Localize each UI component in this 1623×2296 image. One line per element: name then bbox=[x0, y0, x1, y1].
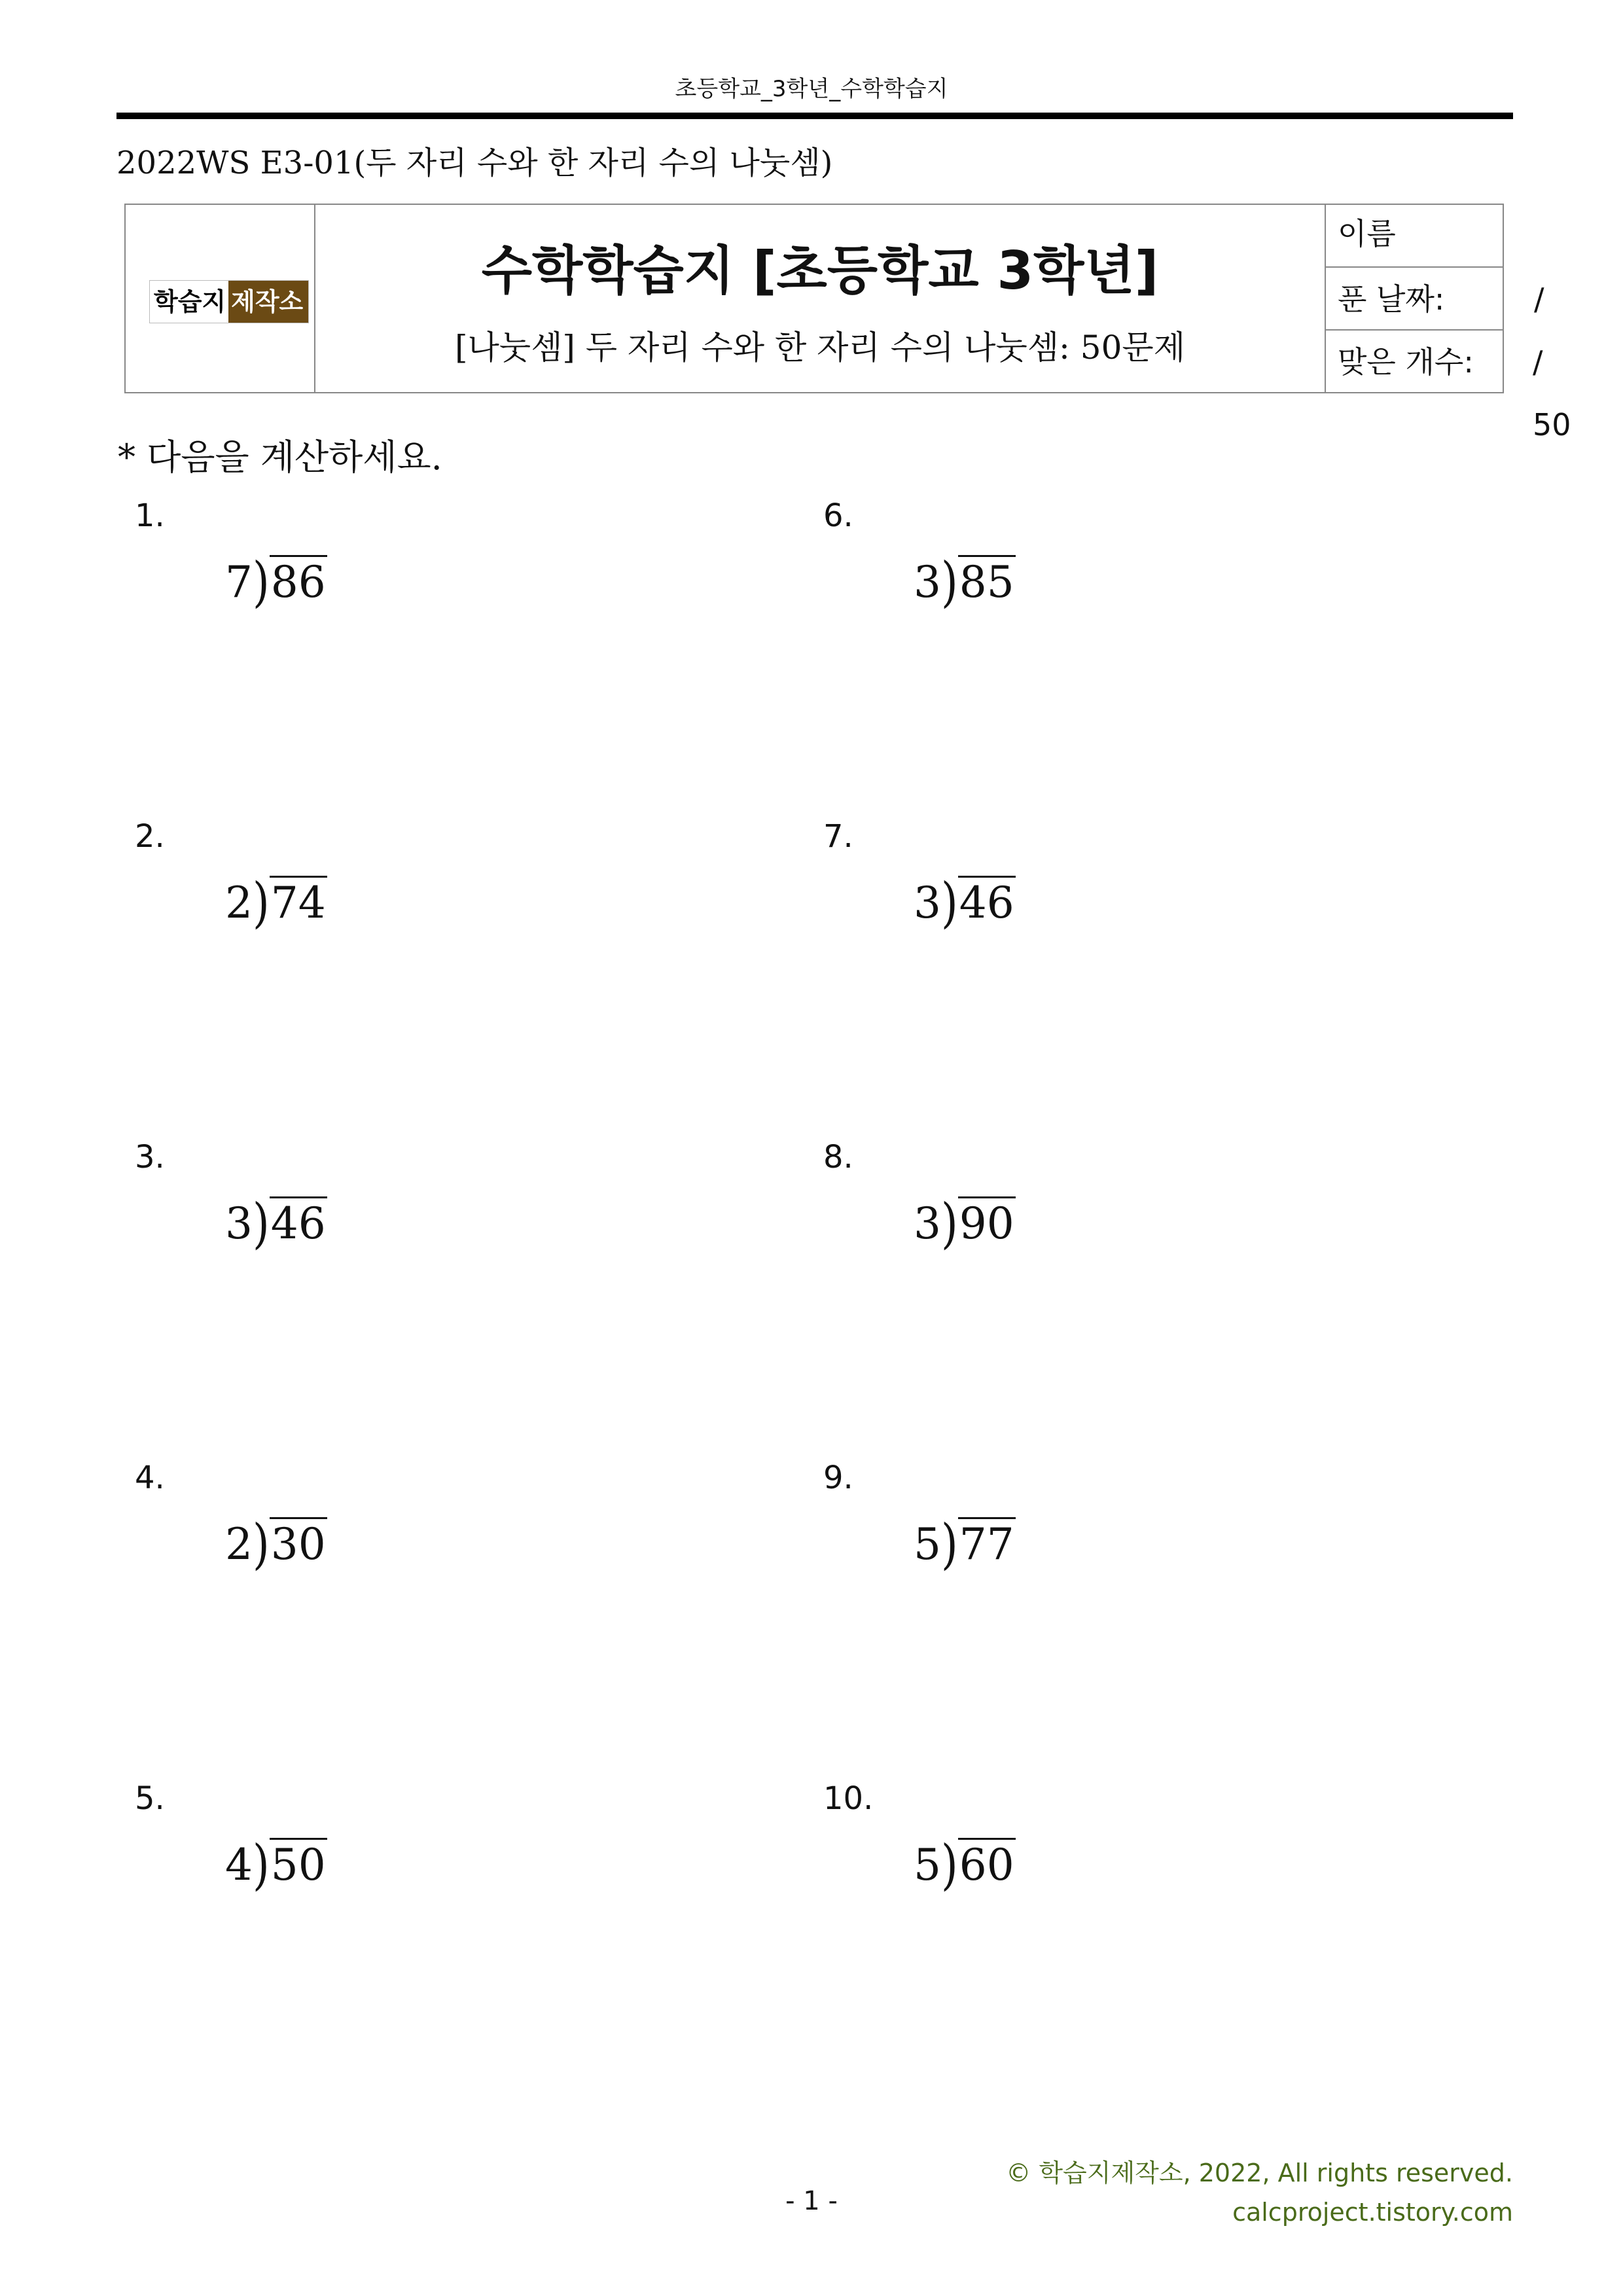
problem-number: 7. bbox=[823, 818, 853, 855]
document-code: 2022WS E3-01(두 자리 수와 한 자리 수의 나눗셈) bbox=[116, 145, 833, 181]
logo bbox=[149, 280, 309, 323]
problem-9 bbox=[806, 1460, 1395, 1656]
division-expression: 2)30 bbox=[225, 1513, 326, 1576]
problem-number: 1. bbox=[135, 497, 165, 534]
divisor: 3 bbox=[225, 1198, 253, 1249]
problem-number: 10. bbox=[823, 1780, 874, 1817]
problem-5 bbox=[118, 1780, 707, 1977]
date-label: 푼 날짜: bbox=[1338, 281, 1445, 317]
dividend: 77 bbox=[958, 1517, 1016, 1570]
worksheet-subtitle: [나눗셈] 두 자리 수와 한 자리 수의 나눗셈: 50문제 bbox=[454, 329, 1186, 367]
problem-number: 9. bbox=[823, 1460, 853, 1496]
title-box bbox=[124, 204, 1571, 442]
dividend: 30 bbox=[270, 1517, 327, 1570]
problem-number: 3. bbox=[135, 1139, 165, 1175]
dividend: 74 bbox=[270, 876, 327, 929]
problem-1 bbox=[118, 497, 707, 694]
problem-7 bbox=[806, 818, 1395, 1014]
divisor: 7 bbox=[225, 557, 253, 607]
dividend: 50 bbox=[270, 1838, 327, 1891]
division-expression: 2)74 bbox=[225, 871, 326, 935]
info-cell bbox=[1325, 205, 1571, 442]
dividend: 90 bbox=[958, 1196, 1016, 1249]
problem-4 bbox=[118, 1460, 707, 1656]
logo-text-part2: 제작소 bbox=[228, 281, 308, 323]
divisor: 3 bbox=[914, 878, 941, 928]
dividend: 85 bbox=[958, 555, 1016, 608]
dividend: 86 bbox=[270, 555, 327, 608]
divisor: 2 bbox=[225, 1519, 253, 1570]
problem-3 bbox=[118, 1139, 707, 1335]
division-expression: 5)60 bbox=[914, 1833, 1014, 1897]
date-field[interactable] bbox=[1326, 268, 1544, 331]
divisor: 4 bbox=[225, 1840, 253, 1890]
problem-8 bbox=[806, 1139, 1395, 1335]
header-rule bbox=[116, 113, 1513, 119]
problem-number: 4. bbox=[135, 1460, 165, 1496]
division-expression: 3)85 bbox=[914, 550, 1014, 614]
page-number: - 1 - bbox=[785, 2186, 838, 2216]
name-field[interactable] bbox=[1326, 205, 1504, 268]
instruction: * 다음을 계산하세요. bbox=[118, 437, 442, 478]
division-expression: 7)86 bbox=[225, 550, 326, 614]
division-expression: 3)90 bbox=[914, 1192, 1014, 1255]
date-separator: / bbox=[1534, 281, 1544, 317]
dividend: 46 bbox=[270, 1196, 327, 1249]
problem-number: 6. bbox=[823, 497, 853, 534]
divisor: 3 bbox=[914, 1198, 941, 1249]
division-expression: 5)77 bbox=[914, 1513, 1014, 1576]
division-expression: 4)50 bbox=[225, 1833, 326, 1897]
divisor: 5 bbox=[914, 1840, 941, 1890]
dividend: 46 bbox=[958, 876, 1016, 929]
worksheet-title: 수학학습지 [초등학교 3학년] bbox=[481, 240, 1159, 301]
score-label: 맞은 개수: bbox=[1338, 344, 1474, 380]
problem-2 bbox=[118, 818, 707, 1014]
problem-10 bbox=[806, 1780, 1395, 1977]
problem-number: 8. bbox=[823, 1139, 853, 1175]
score-total: / 50 bbox=[1533, 344, 1571, 442]
divisor: 2 bbox=[225, 878, 253, 928]
score-field[interactable] bbox=[1326, 331, 1571, 442]
problem-number: 2. bbox=[135, 818, 165, 855]
copyright-text: © 학습지제작소, 2022, All rights reserved. bbox=[1006, 2159, 1513, 2187]
running-header: 초등학교_3학년_수학학습지 bbox=[675, 76, 948, 102]
name-label: 이름 bbox=[1338, 216, 1396, 251]
problem-number: 5. bbox=[135, 1780, 165, 1817]
logo-cell bbox=[126, 205, 315, 392]
title-cell bbox=[315, 205, 1325, 392]
footer-copyright bbox=[1006, 2153, 1513, 2232]
division-expression: 3)46 bbox=[914, 871, 1014, 935]
divisor: 5 bbox=[914, 1519, 941, 1570]
division-expression: 3)46 bbox=[225, 1192, 326, 1255]
divisor: 3 bbox=[914, 557, 941, 607]
dividend: 60 bbox=[958, 1838, 1016, 1891]
logo-text-part1: 학습지 bbox=[150, 281, 228, 323]
site-url[interactable]: calcproject.tistory.com bbox=[1232, 2198, 1513, 2227]
problem-6 bbox=[806, 497, 1395, 694]
